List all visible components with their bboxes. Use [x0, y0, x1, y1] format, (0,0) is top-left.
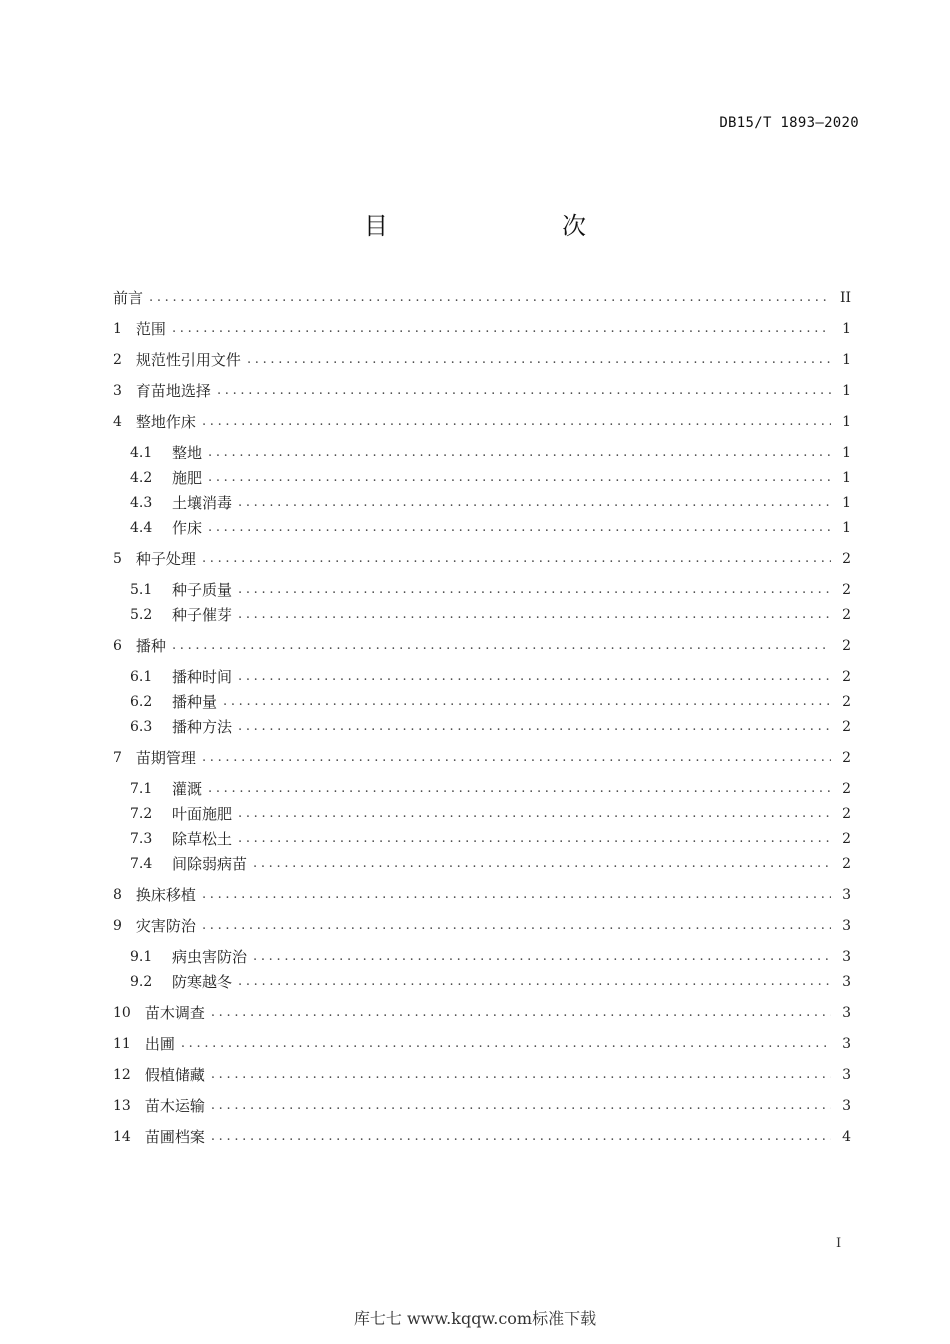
toc-entry-number: 10 [113, 1005, 131, 1021]
toc-entry[interactable] [113, 747, 851, 769]
toc-entry-number: 4.4 [130, 520, 153, 536]
toc-leader-dots [208, 442, 831, 464]
toc-leader-dots [208, 778, 831, 800]
toc-entry-label: 整地作床 [135, 413, 196, 431]
toc-entry-page: 1 [842, 520, 851, 536]
toc-entry-page: 2 [842, 856, 851, 872]
toc-leader-dots [238, 666, 831, 688]
toc-entry-number: 1 [113, 321, 122, 337]
toc-entry[interactable] [113, 380, 851, 402]
toc-entry[interactable] [130, 666, 851, 688]
toc-entry-number: 6.1 [130, 669, 153, 685]
toc-entry-number: 9 [113, 918, 122, 934]
toc-entry[interactable] [113, 318, 851, 340]
toc-entry-label: 播种方法 [172, 718, 233, 736]
toc-entry-label: 防寒越冬 [172, 973, 233, 991]
toc-entry-page: 2 [842, 582, 851, 598]
toc-entry-label: 施肥 [172, 469, 203, 487]
toc-entry-page: 3 [842, 1067, 851, 1083]
toc-entry[interactable] [130, 691, 851, 713]
toc-entry[interactable] [113, 915, 851, 937]
toc-entry-page: 1 [842, 414, 851, 430]
toc-entry-page: 3 [842, 887, 851, 903]
toc-leader-dots [149, 287, 831, 309]
toc-leader-dots [238, 971, 831, 993]
toc-entry-number: 3 [113, 383, 122, 399]
toc-entry-number: 13 [113, 1098, 131, 1114]
toc-entry-page: 2 [842, 719, 851, 735]
toc-leader-dots [253, 853, 831, 875]
toc-leader-dots [238, 604, 831, 626]
toc-leader-dots [202, 548, 831, 570]
toc-entry-label: 苗期管理 [135, 749, 196, 767]
toc-leader-dots [208, 517, 831, 539]
toc-entry-page: 2 [842, 750, 851, 766]
toc-entry-number: 9.2 [130, 974, 153, 990]
toc-leader-dots [223, 691, 831, 713]
toc-entry-page: 1 [842, 495, 851, 511]
toc-leader-dots [172, 635, 831, 657]
toc-entry-number: 5.1 [130, 582, 153, 598]
toc-entry-page: 3 [842, 949, 851, 965]
toc-leader-dots [211, 1064, 831, 1086]
toc-entry-label: 间除弱病苗 [172, 855, 248, 873]
toc-entry[interactable] [130, 853, 851, 875]
toc-leader-dots [202, 747, 831, 769]
toc-entry-label: 种子催芽 [172, 606, 233, 624]
toc-entry-page: 3 [842, 974, 851, 990]
toc-entry-page: 2 [842, 669, 851, 685]
toc-leader-dots [211, 1126, 831, 1148]
toc-entry[interactable] [130, 467, 851, 489]
toc-entry[interactable] [130, 946, 851, 968]
toc-entry-number: 7.1 [130, 781, 153, 797]
toc-leader-dots [202, 915, 831, 937]
toc-leader-dots [208, 467, 831, 489]
toc-entry-number: 12 [113, 1067, 131, 1083]
toc-entry[interactable] [113, 1064, 851, 1086]
toc-leader-dots [238, 579, 831, 601]
toc-entry-number: 4.1 [130, 445, 153, 461]
toc-entry-number: 5 [113, 551, 122, 567]
page-number: I [836, 1236, 842, 1251]
toc-entry-label: 育苗地选择 [135, 382, 211, 400]
toc-entry-page: 3 [842, 1005, 851, 1021]
toc-entry-page: 2 [842, 607, 851, 623]
toc-entry-page: 4 [842, 1129, 851, 1145]
toc-entry-page: 1 [842, 470, 851, 486]
toc-entry-label: 作床 [172, 519, 203, 537]
toc-entry-label: 灾害防治 [135, 917, 196, 935]
toc-entry-page: II [839, 290, 851, 306]
toc-entry-label: 种子处理 [135, 550, 196, 568]
toc-entry-label: 前言 [113, 289, 144, 307]
toc-leader-dots [202, 884, 831, 906]
toc-entry[interactable] [130, 803, 851, 825]
footer-watermark: 库七七 www.kqqw.com标准下载 [353, 1309, 597, 1328]
toc-entry-label: 灌溉 [172, 780, 203, 798]
document-code: DB15/T 1893—2020 [719, 115, 859, 131]
toc-entry-number: 4 [113, 414, 122, 430]
toc-leader-dots [181, 1033, 831, 1055]
toc-entry[interactable] [113, 287, 851, 309]
toc-entry-page: 2 [842, 694, 851, 710]
toc-entry-number: 8 [113, 887, 122, 903]
toc-entry-label: 换床移植 [135, 886, 196, 904]
toc-entry-number: 11 [113, 1036, 131, 1052]
toc-entry[interactable] [130, 604, 851, 626]
toc-entry[interactable] [113, 884, 851, 906]
toc-leader-dots [247, 349, 831, 371]
toc-entry-number: 2 [113, 352, 122, 368]
toc-entry-page: 1 [842, 445, 851, 461]
toc-entry-label: 整地 [172, 444, 203, 462]
toc-entry-page: 3 [842, 1036, 851, 1052]
toc-entry-number: 6 [113, 638, 122, 654]
toc-leader-dots [253, 946, 831, 968]
toc-entry[interactable] [130, 492, 851, 514]
toc-entry-number: 6.2 [130, 694, 153, 710]
toc-entry-page: 2 [842, 551, 851, 567]
toc-leader-dots [238, 828, 831, 850]
toc-entry-page: 3 [842, 1098, 851, 1114]
toc-entry-label: 种子质量 [172, 581, 233, 599]
toc-entry[interactable] [130, 778, 851, 800]
toc-entry[interactable] [113, 1033, 851, 1055]
toc-entry-number: 4.3 [130, 495, 153, 511]
toc-entry-number: 14 [113, 1129, 131, 1145]
toc-entry-label: 叶面施肥 [172, 805, 233, 823]
toc-entry[interactable] [130, 442, 851, 464]
toc-leader-dots [217, 380, 831, 402]
toc-entry-number: 6.3 [130, 719, 153, 735]
toc-entry-number: 5.2 [130, 607, 153, 623]
toc-entry-label: 苗圃档案 [144, 1128, 205, 1146]
toc-leader-dots [238, 492, 831, 514]
toc-leader-dots [172, 318, 831, 340]
toc-leader-dots [211, 1002, 831, 1024]
toc-entry-label: 规范性引用文件 [135, 351, 241, 369]
toc-entry-number: 7 [113, 750, 122, 766]
toc-entry[interactable] [130, 517, 851, 539]
toc-entry-label: 播种量 [172, 693, 218, 711]
toc-entry-number: 7.2 [130, 806, 153, 822]
toc-entry[interactable] [113, 349, 851, 371]
toc-title: 目 次 [364, 212, 628, 240]
toc-entry-page: 1 [842, 321, 851, 337]
toc-entry-page: 1 [842, 352, 851, 368]
toc-entry[interactable] [130, 971, 851, 993]
toc-entry[interactable] [113, 635, 851, 657]
toc-entry-page: 1 [842, 383, 851, 399]
toc-entry[interactable] [113, 548, 851, 570]
toc-entry-page: 2 [842, 781, 851, 797]
toc-entry-label: 范围 [135, 320, 166, 338]
toc-entry[interactable] [130, 828, 851, 850]
toc-entry[interactable] [113, 411, 851, 433]
toc-entry[interactable] [130, 716, 851, 738]
toc-entry[interactable] [113, 1002, 851, 1024]
toc-entry-number: 4.2 [130, 470, 153, 486]
toc-entry-label: 假植储藏 [144, 1066, 205, 1084]
toc-entry-label: 苗木运输 [144, 1097, 205, 1115]
toc-entry-label: 病虫害防治 [172, 948, 248, 966]
toc-entry-label: 除草松土 [172, 830, 233, 848]
toc-entry[interactable] [113, 1095, 851, 1117]
toc-leader-dots [238, 803, 831, 825]
toc-entry-label: 出圃 [144, 1035, 175, 1053]
toc-entry-label: 苗木调查 [144, 1004, 205, 1022]
toc-entry-page: 3 [842, 918, 851, 934]
toc-entry-number: 7.4 [130, 856, 153, 872]
toc-entry-page: 2 [842, 638, 851, 654]
toc-entry-number: 9.1 [130, 949, 153, 965]
toc-leader-dots [202, 411, 831, 433]
toc-entry[interactable] [113, 1126, 851, 1148]
toc-entry-label: 播种时间 [172, 668, 233, 686]
toc-entry-page: 2 [842, 806, 851, 822]
toc-entry-number: 7.3 [130, 831, 153, 847]
toc-leader-dots [211, 1095, 831, 1117]
toc-entry-label: 土壤消毒 [172, 494, 233, 512]
toc-entry-page: 2 [842, 831, 851, 847]
toc-leader-dots [238, 716, 831, 738]
toc-entry-label: 播种 [135, 637, 166, 655]
toc-entry[interactable] [130, 579, 851, 601]
